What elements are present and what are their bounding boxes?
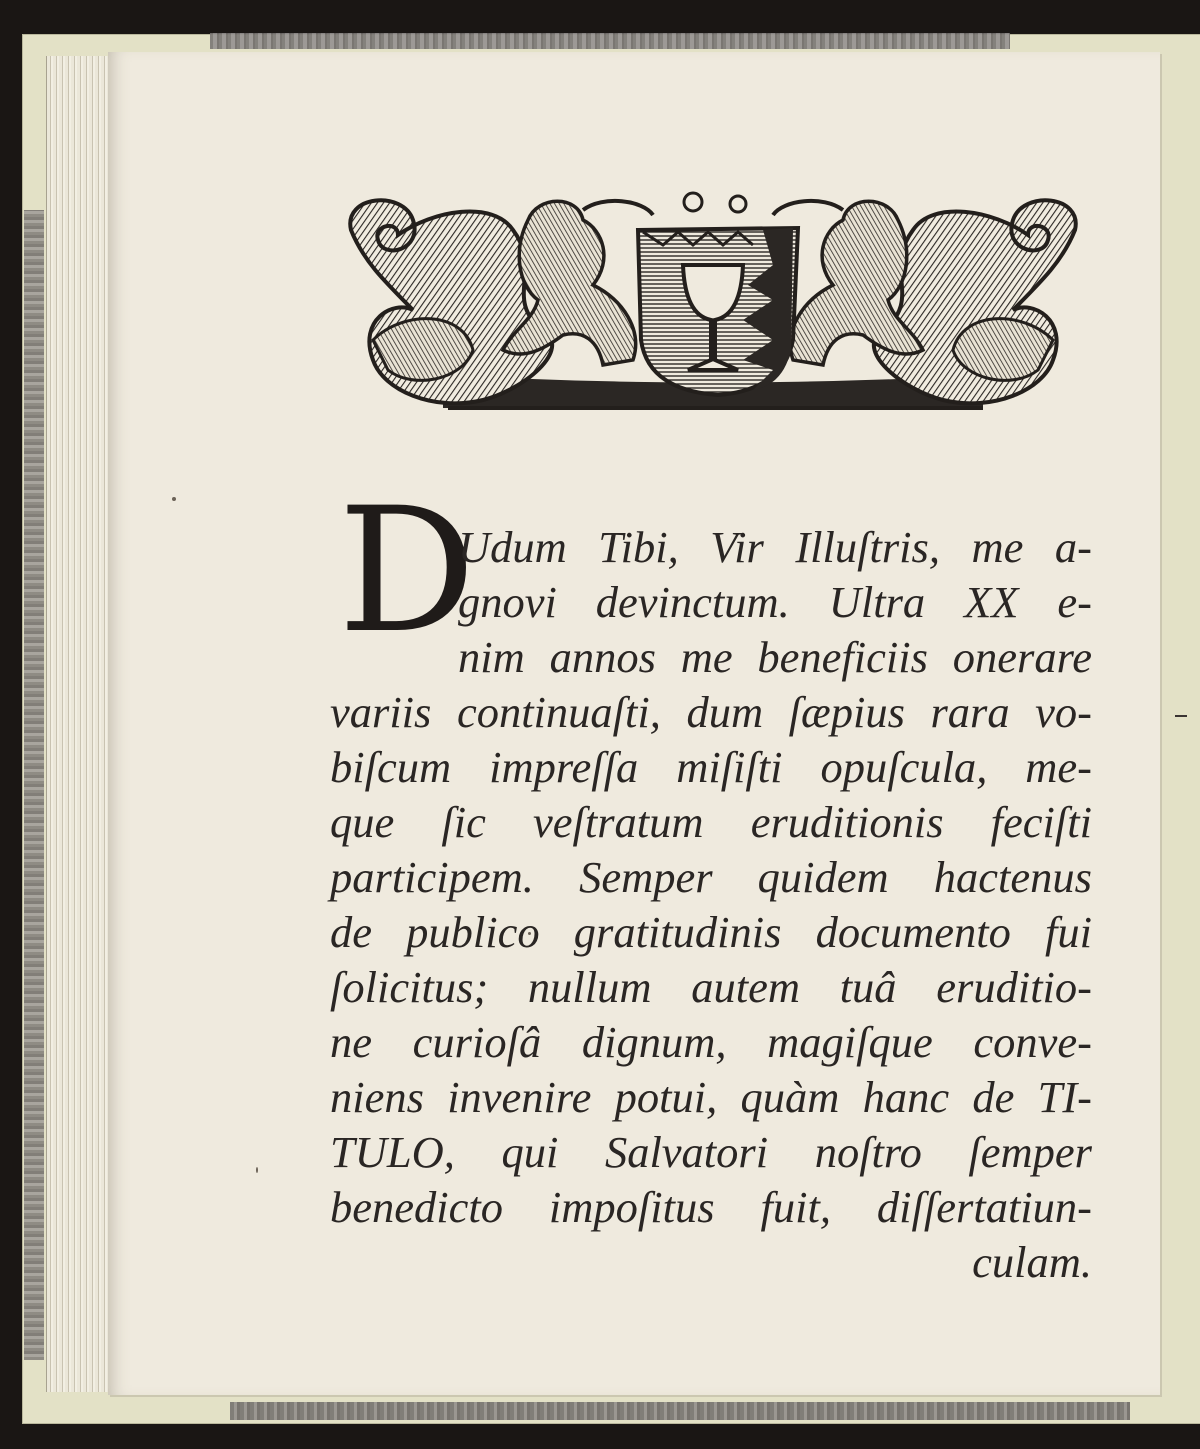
cover-spine-strip-bottom: [230, 1402, 1130, 1420]
text-line: gnovi devinctum. Ultra XX e-: [458, 577, 1092, 627]
text-line: participem. Semper quidem hactenus: [330, 852, 1092, 902]
text-line: de publico gratitudinis documento fui: [330, 907, 1092, 957]
text-line: ſolicitus; nullum autem tuâ eruditio-: [330, 962, 1092, 1012]
text-line: Udum Tibi, Vir Illuſtris, me a-: [458, 522, 1092, 572]
woodcut-headpiece: [343, 190, 1083, 412]
text-line-final: culam.: [972, 1237, 1092, 1287]
margin-mark: [1175, 715, 1187, 717]
text-line: nim annos me beneficiis onerare: [458, 632, 1092, 682]
cover-spine-strip-left: [24, 210, 44, 1360]
text-line: ne curioſâ dignum, magiſque conve-: [330, 1017, 1092, 1067]
dedication-text: [330, 470, 1092, 1287]
text-line: TULO, qui Salvatori noſtro ſemper: [330, 1127, 1092, 1177]
text-line: que ſic veſtratum eruditionis feciſti: [330, 797, 1092, 847]
drop-cap: D: [338, 470, 476, 671]
text-line: benedicto impoſitus fuit, diſſertatiun-: [330, 1182, 1092, 1232]
text-line: niens invenire potui, quàm hanc de TI-: [330, 1072, 1092, 1122]
text-line: biſcum impreſſa miſiſti opuſcula, me-: [330, 742, 1092, 792]
text-line: variis continuaſti, dum ſæpius rara vo-: [330, 687, 1092, 737]
cover-spine-strip-top: [210, 33, 1010, 49]
page-edges: [46, 56, 111, 1392]
